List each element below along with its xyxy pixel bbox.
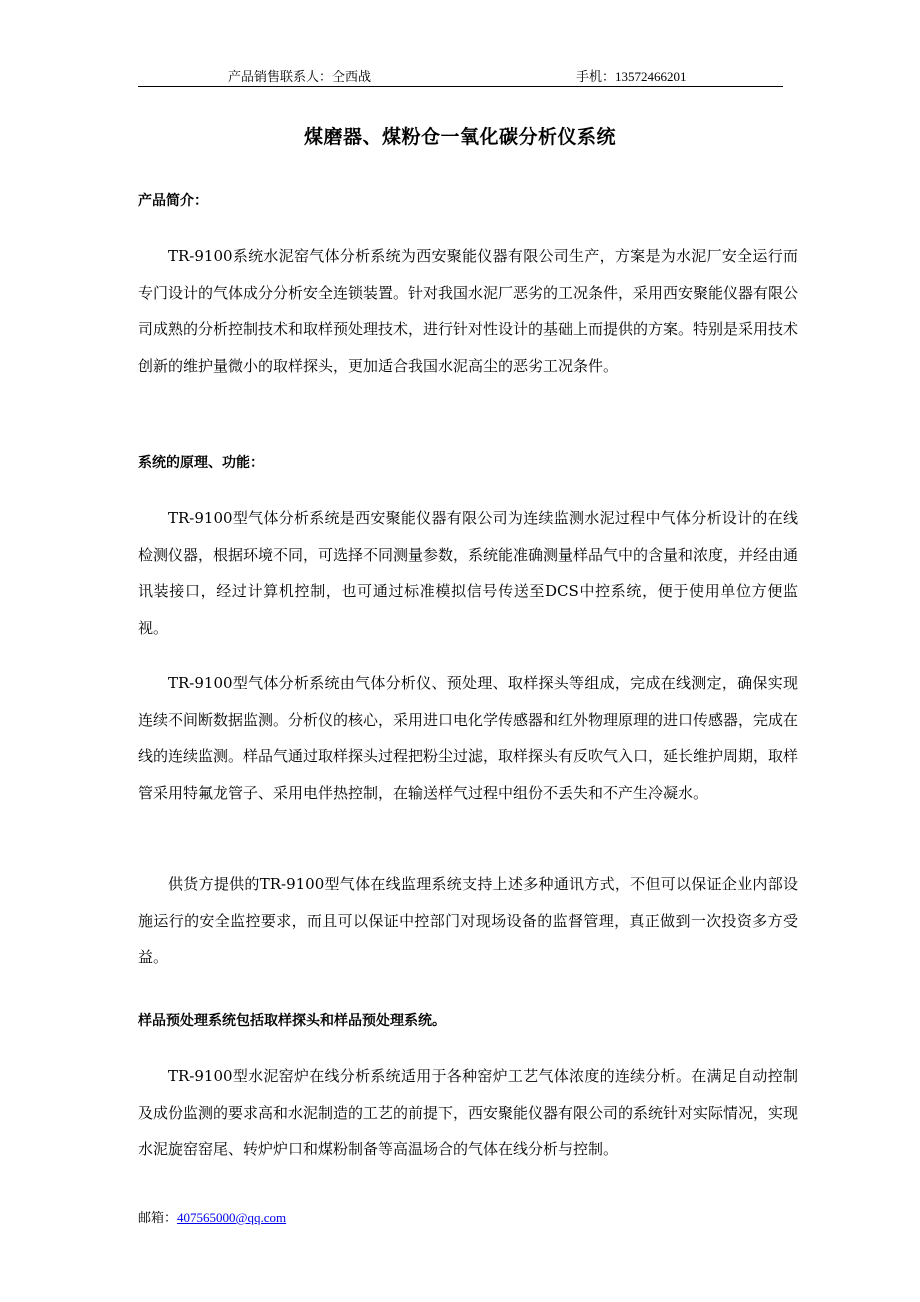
principle-heading: 系统的原理、功能： bbox=[138, 455, 264, 471]
sales-contact: 产品销售联系人：仝西战 bbox=[228, 69, 372, 84]
sample-heading: 样品预处理系统包括取样探头和样品预处理系统。 bbox=[138, 1013, 446, 1029]
principle-paragraph-1: TR-9100型气体分析系统是西安聚能仪器有限公司为连续监测水泥过程中气体分析设计的在线检测仪器，根据环境不同，可选择不同测量参数，系统能准确测量样品气中的含量和浓度，并经由通讯装接口，经过计算机控制，也可通过标准模拟信号传送至DCS中控系统，便于使用单位方便监视。 bbox=[138, 509, 799, 637]
principle-paragraph-2: TR-9100型气体分析系统由气体分析仪、预处理、取样探头等组成，完成在线测定，确保实现连续不间断数据监测。分析仪的核心，采用进口电化学传感器和红外物理原理的进口传感器，完成在线的连续监测。样品气通过取样探头过程把粉尘过滤，取样探头有反吹气入口，延长维护周期，取样管采用特氟龙管子、采用电伴热控制，在输送样气过程中组份不丢失和不产生冷凝水。 bbox=[138, 674, 799, 802]
email-link[interactable]: 407565000@qq.com bbox=[177, 1210, 287, 1225]
email-label: 邮箱： bbox=[138, 1210, 178, 1225]
principle-paragraph-3: 供货方提供的TR-9100型气体在线监理系统支持上述多种通讯方式，不但可以保证企业内部设施运行的安全监控要求，而且可以保证中控部门对现场设备的监督管理，真正做到一次投资多方受益。 bbox=[138, 875, 798, 966]
sample-paragraph: TR-9100型水泥窑炉在线分析系统适用于各种窑炉工艺气体浓度的连续分析。在满足自动控制及成份监测的要求高和水泥制造的工艺的前提下，西安聚能仪器有限公司的系统针对实际情况，实现水泥旋窑窑尾、转炉炉口和煤粉制备等高温场合的气体在线分析与控制。 bbox=[138, 1067, 799, 1158]
intro-heading: 产品简介： bbox=[138, 193, 208, 209]
intro-paragraph: TR-9100系统水泥窑气体分析系统为西安聚能仪器有限公司生产，方案是为水泥厂安全运行而专门设计的气体成分分析安全连锁装置。针对我国水泥厂恶劣的工况条件，采用西安聚能仪器有限公司成熟的分析控制技术和取样预处理技术，进行针对性设计的基础上而提供的方案。特别是采用技术创新的维护量微小的取样探头，更加适合我国水泥高尘的恶劣工况条件。 bbox=[138, 247, 799, 375]
document-title: 煤磨器、煤粉仓一氧化碳分析仪系统 bbox=[303, 126, 616, 148]
page-header bbox=[138, 64, 783, 87]
page-footer bbox=[138, 1207, 286, 1226]
phone-number: 手机：13572466201 bbox=[576, 69, 687, 84]
